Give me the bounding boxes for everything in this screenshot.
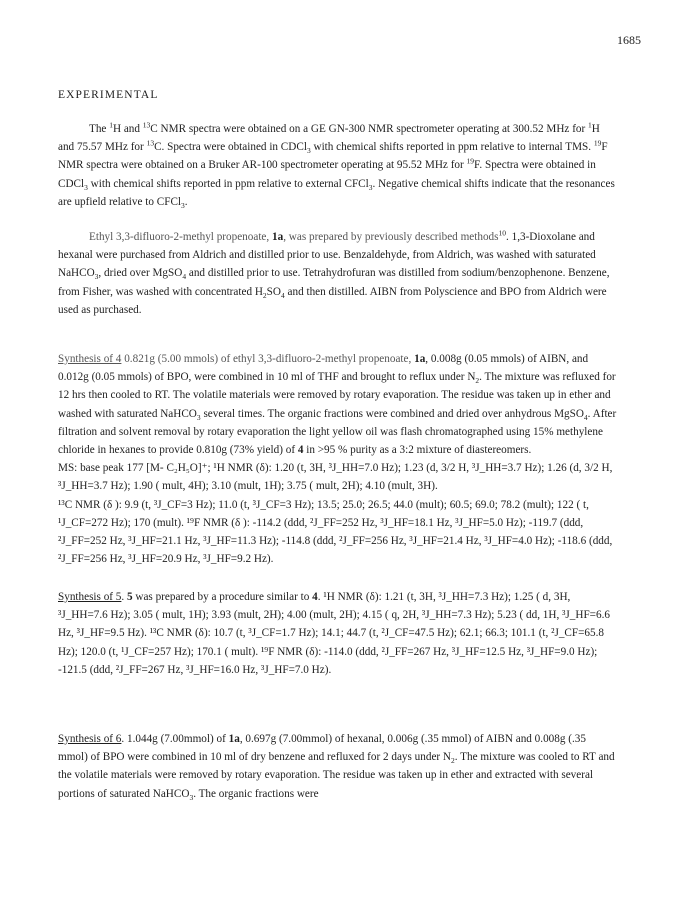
synthesis-4-title: Synthesis of 4 — [58, 353, 122, 365]
synthesis-5-title: Synthesis of 5 — [58, 591, 122, 603]
paragraph-synthesis-5: Synthesis of 5. 5 was prepared by a procedure similar to 4. ¹H NMR (δ): 1.21 (t, 3H, ³J_HH=7.3 Hz); 1.25 ( d, 3H, ³J_HH=7.6 Hz); 3.05 ( mult, 1H); 3.93 (mult, 2H); 4.00 (mult, 2H); 4.15 ( q, 2H, ³J_HH=7.3 Hz); 5.23 ( dd, 1H, ³J_HF=6.6 Hz, ³J_HF=9.5 Hz). ¹³C NMR (δ): 10.7 (t, ³J_CF=1.7 Hz); 14.1; 44.7 (t, ²J_CF=47.5 Hz); 62.1; 66.3; 101.1 (t, ²J_CF=65.8 Hz); 120.0 (t, ¹J_CF=257 Hz); 170.1 ( mult). ¹⁹F NMR (δ): -114.0 (ddd, ²J_FF=267 Hz, ³J_HF=12.5 Hz, ³J_HF=9.0 Hz); -121.5 (ddd, ²J_FF=267 Hz, ³J_HF=16.0 Hz, ³J_HF=7.0 Hz). — [58, 591, 610, 676]
synthesis-4-nmr-data: ¹³C NMR (δ ): 9.9 (t, ³J_CF=3 Hz); 11.0 (t, ³J_CF=3 Hz); 13.5; 25.0; 26.5; 44.0 (mult); 60.5; 69.0; 78.2 (mult); 122 ( t, ¹J_CF=272 Hz); 170 (mult). ¹⁹F NMR (δ ): -114.2 (ddd, ²J_FF=252 Hz, ³J_HF=18.1 Hz, ³J_HF=5.0 Hz); -119.7 (ddd, ²J_FF=252 Hz, ³J_HF=21.1 Hz, ³J_HF=11.3 Hz); -114.8 (ddd, ²J_FF=256 Hz, ³J_HF=21.4 Hz, ³J_HF=4.0 Hz); -118.6 (ddd, ²J_FF=256 Hz, ³J_HF=20.9 Hz, ³J_HF=9.2 Hz). — [58, 498, 613, 566]
paragraph-synthesis-6: Synthesis of 6. 1.044g (7.00mmol) of 1a, 0.697g (7.00mmol) of hexanal, 0.006g (.35 mmol) of AIBN and 0.008g (.35 mmol) of BPO were combined in 10 ml of dry benzene and refluxed for 2 days under $N_2$. The mixture was cooled to RT and the volatile materials were removed by rotary evaporation. The residue was taken up in ether and extracted with several portions of saturated NaHCO$_3$. The organic fractions were — [58, 733, 615, 802]
synthesis-6-title: Synthesis of 6 — [58, 733, 122, 745]
synthesis-4-ms-data: MS: base peak 177 [M- C₂H₅O]⁺; ¹H NMR (δ): 1.20 (t, 3H, ³J_HH=7.0 Hz); 1.23 (d, 3/2 H, ³J_HH=3.7 Hz); 1.26 (d, 3/2 H, ³J_HH=3.7 Hz); 1.90 ( mult, 4H); 3.10 (mult, 1H); 3.75 ( mult, 2H); 4.10 (mult, 3H). — [58, 462, 613, 493]
paragraph-nmr-methods: The $^1$H and $^{13}$C NMR spectra were obtained on a GE GN-300 NMR spectrometer operating at 300.52 MHz for $^1$H and 75.57 MHz for $^{13}$C. Spectra were obtained in CDCl$_3$ with chemical shifts reported in ppm relative to internal TMS. $^{19}$F NMR spectra were obtained on a Bruker AR-100 spectrometer operating at 95.52 MHz for $^{19}$F. Spectra were obtained in CDCl$_3$ with chemical shifts reported in ppm relative to external CFCl$_3$. Negative chemical shifts indicate that the resonances are upfield relative to CFCl$_3$. — [58, 120, 615, 211]
paragraph-synthesis-4: Synthesis of 4 0.821g (5.00 mmols) of ethyl 3,3-difluoro-2-methyl propenoate, 1a, 0.008g (0.05 mmols) of AIBN, and 0.012g (0.05 mmols) of BPO, were combined in 10 ml of THF and brought to reflux under $N_2$. The mixture was refluxed for 12 hrs then cooled to RT. The volatile materials were removed by rotary evaporation. The residue was taken up in ether and washed with saturated NaHCO$_3$ several times. The organic fractions were combined and dried over anhydrous MgSO$_4$. After filtration and solvent removal by rotary evaporation the light yellow oil was flash chromatographed using 15% methylene chloride in hexanes to provide 0.810g (73% yield) of 4 in >95 % purity as a 3:2 mixture of diastereomers. MS: base peak 177 [M- C₂H₅O]⁺; ¹H NMR (δ): 1.20 (t, 3H, ³J_HH=7.0 Hz); 1.23 (d, 3/2 H, ³J_HH=3.7 Hz); 1.26 (d, 3/2 H, ³J_HH=3.7 Hz); 1.90 ( mult, 4H); 3.10 (mult, 1H); 3.75 ( mult, 2H); 4.10 (mult, 3H). ¹³C NMR (δ ): 9.9 (t, ³J_CF=3 Hz); 11.0 (t, ³J_CF=3 Hz); 13.5; 25.0; 26.5; 44.0 (mult); 60.5; 69.0; 78.2 (mult); 122 ( t, ¹J_CF=272 Hz); 170 (mult). ¹⁹F NMR (δ ): -114.2 (ddd, ²J_FF=252 Hz, ³J_HF=18.1 Hz, ³J_HF=5.0 Hz); -119.7 (ddd, ²J_FF=252 Hz, ³J_HF=21.1 Hz, ³J_HF=11.3 Hz); -114.8 (ddd, ²J_FF=256 Hz, ³J_HF=21.4 Hz, ³J_HF=4.0 Hz); -118.6 (ddd, ²J_FF=256 Hz, ³J_HF=20.9 Hz, ³J_HF=9.2 Hz). — [58, 353, 617, 566]
paragraph-materials: Ethyl 3,3-difluoro-2-methyl propenoate, 1a, was prepared by previously described methods$^{10}$. 1,3-Dioxolane and hexanal were purchased from Aldrich and distilled prior to use. Benzaldehyde, from Aldrich, was washed with saturated NaHCO$_3$, dried over MgSO$_4$ and distilled prior to use. Tetrahydrofuran was distilled from sodium/benzophenone. Benzene, from Fisher, was washed with concentrated $H_2SO_4$ and then distilled. AIBN from Polyscience and BPO from Aldrich were used as purchased. — [58, 228, 610, 316]
section-heading: EXPERIMENTAL — [58, 89, 159, 101]
page-number: 1685 — [617, 33, 641, 47]
